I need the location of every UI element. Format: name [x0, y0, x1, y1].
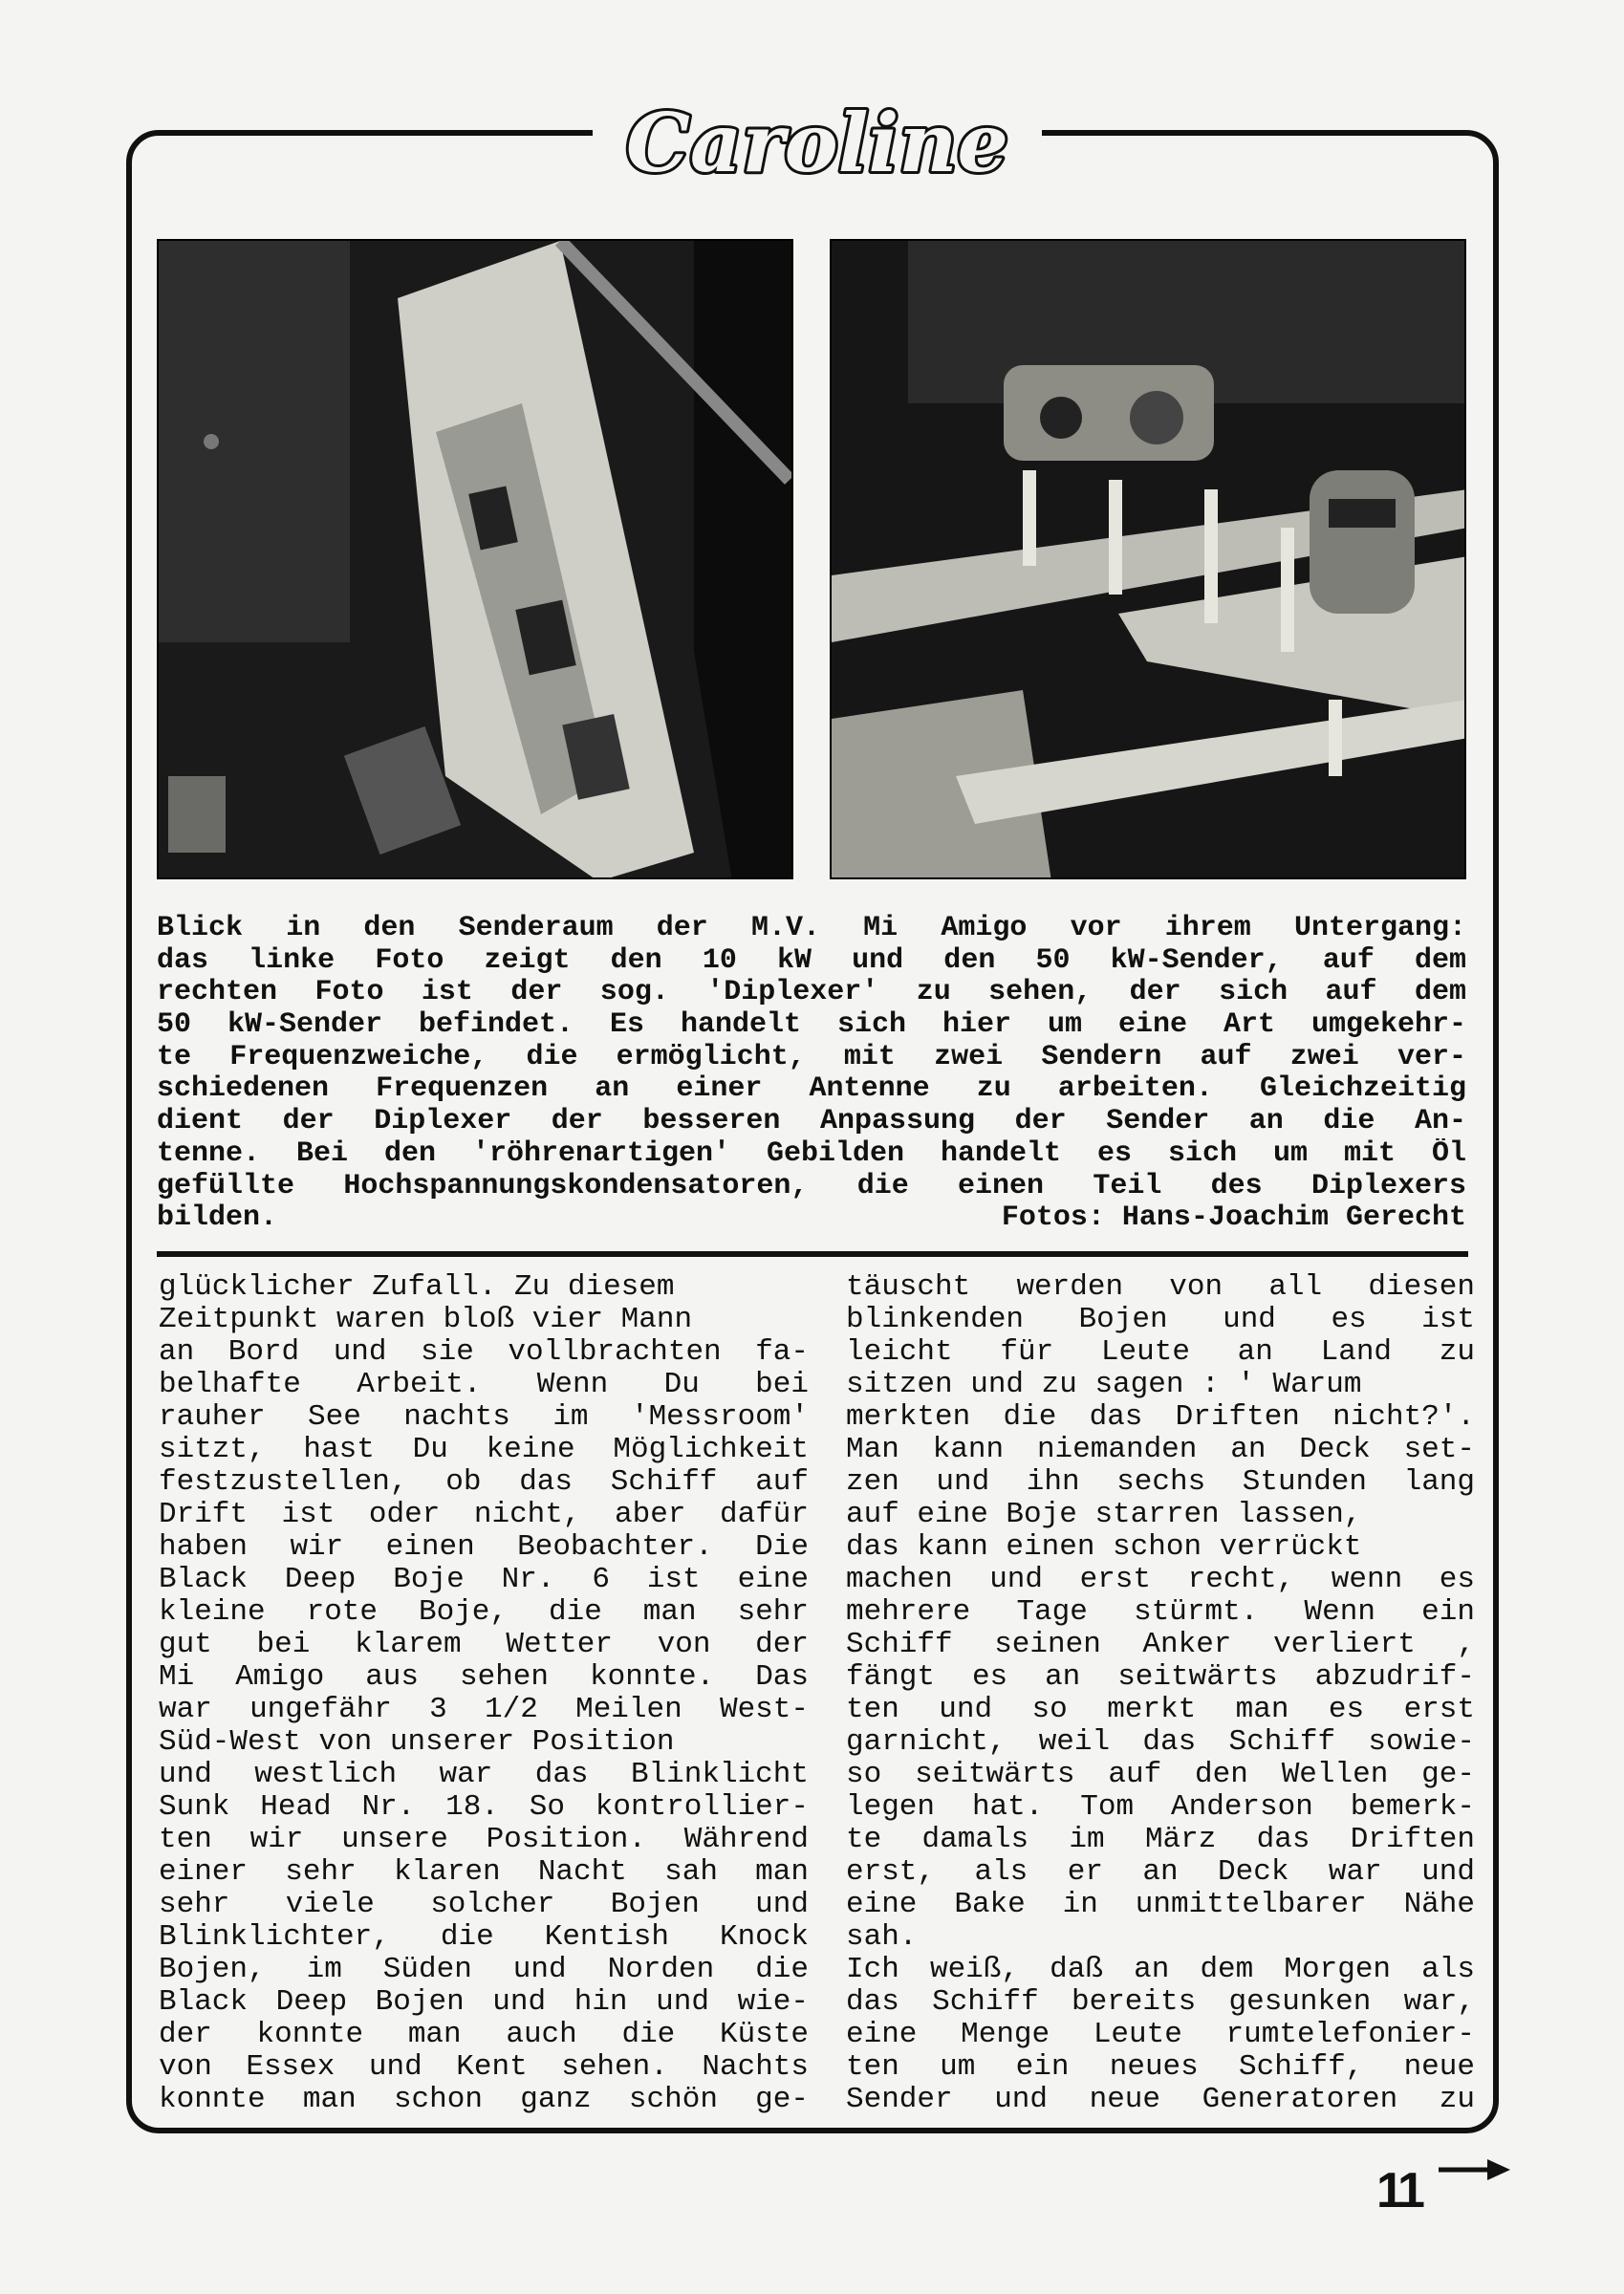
- transmitter-photo-graphic: [159, 241, 793, 879]
- caption-line: das linke Foto zeigt den 10 kW und den 50 kW-Sender, auf dem: [157, 944, 1466, 977]
- diplexer-photo-graphic: [832, 241, 1466, 879]
- text-line: zen und ihn sechs Stunden lang: [846, 1466, 1475, 1499]
- section-divider: [157, 1251, 1468, 1257]
- caption-line: dient der Diplexer der besseren Anpassung der Sender an die An-: [157, 1106, 1466, 1138]
- text-line: Zeitpunkt waren bloß vier Mann: [159, 1304, 693, 1336]
- text-line: konnte man schon ganz schön ge-: [159, 2084, 809, 2116]
- text-line: rauher See nachts im 'Messroom': [159, 1401, 809, 1434]
- text-line: Drift ist oder nicht, aber dafür: [159, 1499, 809, 1531]
- caption-line: te Frequenzweiche, die ermöglicht, mit zwei Sendern auf zwei ver-: [157, 1041, 1466, 1073]
- arrow-right-icon: [1439, 2155, 1510, 2184]
- logo-lettering: Caroline: [626, 95, 1008, 190]
- text-line: haben wir einen Beobachter. Die: [159, 1531, 809, 1564]
- text-line: und westlich war das Blinklicht: [159, 1759, 809, 1791]
- text-line: Man kann niemanden an Deck set-: [846, 1434, 1475, 1466]
- photo-diplexer: [830, 239, 1466, 879]
- text-line: belhafte Arbeit. Wenn Du bei: [159, 1369, 809, 1401]
- text-line: sitzt, hast Du keine Möglichkeit: [159, 1434, 809, 1466]
- text-line: das kann einen schon verrückt: [846, 1531, 1362, 1564]
- text-line: sitzen und zu sagen : ' Warum: [846, 1369, 1362, 1401]
- text-line: von Essex und Kent sehen. Nachts: [159, 2051, 809, 2084]
- text-line: legen hat. Tom Anderson bemerk-: [846, 1791, 1475, 1824]
- caption-line: rechten Foto ist der sog. 'Diplexer' zu sehen, der sich auf dem: [157, 977, 1466, 1009]
- text-line: sah.: [846, 1921, 918, 1954]
- text-line: ten um ein neues Schiff, neue: [846, 2051, 1475, 2084]
- text-line: auf eine Boje starren lassen,: [846, 1499, 1362, 1531]
- text-line: Blinklichter, die Kentish Knock: [159, 1921, 809, 1954]
- photo-transmitters: [157, 239, 793, 879]
- text-line: Ich weiß, daß an dem Morgen als: [846, 1954, 1475, 1986]
- text-line: glücklicher Zufall. Zu diesem: [159, 1271, 675, 1304]
- text-line: das Schiff bereits gesunken war,: [846, 1986, 1475, 2019]
- caption-line: 50 kW-Sender befindet. Es handelt sich hier um eine Art umgekehr-: [157, 1009, 1466, 1042]
- caption-line: tenne. Bei den 'röhrenartigen' Gebilden handelt es sich um mit Öl: [157, 1137, 1466, 1170]
- text-line: Sender und neue Generatoren zu: [846, 2084, 1475, 2116]
- text-line: machen und erst recht, wenn es: [846, 1564, 1475, 1596]
- text-line: sehr viele solcher Bojen und: [159, 1889, 809, 1921]
- text-line: kleine rote Boje, die man sehr: [159, 1596, 809, 1629]
- text-line: täuscht werden von all diesen: [846, 1271, 1475, 1304]
- text-line: leicht für Leute an Land zu: [846, 1336, 1475, 1369]
- caption-line: schiedenen Frequenzen an einer Antenne zu arbeiten. Gleichzeitig: [157, 1073, 1466, 1106]
- text-line: erst, als er an Deck war und: [846, 1856, 1475, 1889]
- article-column-right: [846, 1271, 1475, 2116]
- text-line: fängt es an seitwärts abzudrif-: [846, 1661, 1475, 1694]
- text-line: Black Deep Boje Nr. 6 ist eine: [159, 1564, 809, 1596]
- text-line: festzustellen, ob das Schiff auf: [159, 1466, 809, 1499]
- photo-caption: [157, 913, 1466, 1235]
- text-line: blinkenden Bojen und es ist: [846, 1304, 1475, 1336]
- text-line: war ungefähr 3 1/2 Meilen West-: [159, 1694, 809, 1726]
- text-line: Mi Amigo aus sehen konnte. Das: [159, 1661, 809, 1694]
- caption-line: Blick in den Senderaum der M.V. Mi Amigo vor ihrem Untergang:: [157, 913, 1466, 944]
- text-line: so seitwärts auf den Wellen ge-: [846, 1759, 1475, 1791]
- text-line: Schiff seinen Anker verliert ,: [846, 1629, 1475, 1661]
- text-line: ten wir unsere Position. Während: [159, 1824, 809, 1856]
- text-line: garnicht, weil das Schiff sowie-: [846, 1726, 1475, 1759]
- text-line: gut bei klarem Wetter von der: [159, 1629, 809, 1661]
- text-line: Sunk Head Nr. 18. So kontrollier-: [159, 1791, 809, 1824]
- text-line: eine Bake in unmittelbarer Nähe: [846, 1889, 1475, 1921]
- caption-last-line: bilden.: [157, 1201, 278, 1235]
- caroline-logo: [593, 80, 1042, 205]
- caption-line: gefüllte Hochspannungskondensatoren, die einen Teil des Diplexers: [157, 1170, 1466, 1202]
- page-number: 11: [1376, 2163, 1421, 2218]
- text-line: einer sehr klaren Nacht sah man: [159, 1856, 809, 1889]
- text-line: Bojen, im Süden und Norden die: [159, 1954, 809, 1986]
- text-line: ten und so merkt man es erst: [846, 1694, 1475, 1726]
- article-column-left: [159, 1271, 809, 2116]
- text-line: merkten die das Driften nicht?'.: [846, 1401, 1475, 1434]
- text-line: Black Deep Bojen und hin und wie-: [159, 1986, 809, 2019]
- text-line: der konnte man auch die Küste: [159, 2019, 809, 2051]
- text-line: Süd-West von unserer Position: [159, 1726, 675, 1759]
- text-line: te damals im März das Driften: [846, 1824, 1475, 1856]
- logo-graphic: [597, 83, 1037, 203]
- text-line: eine Menge Leute rumtelefonier-: [846, 2019, 1475, 2051]
- photo-credit: Fotos: Hans-Joachim Gerecht: [1001, 1201, 1466, 1235]
- text-line: mehrere Tage stürmt. Wenn ein: [846, 1596, 1475, 1629]
- text-line: an Bord und sie vollbrachten fa-: [159, 1336, 809, 1369]
